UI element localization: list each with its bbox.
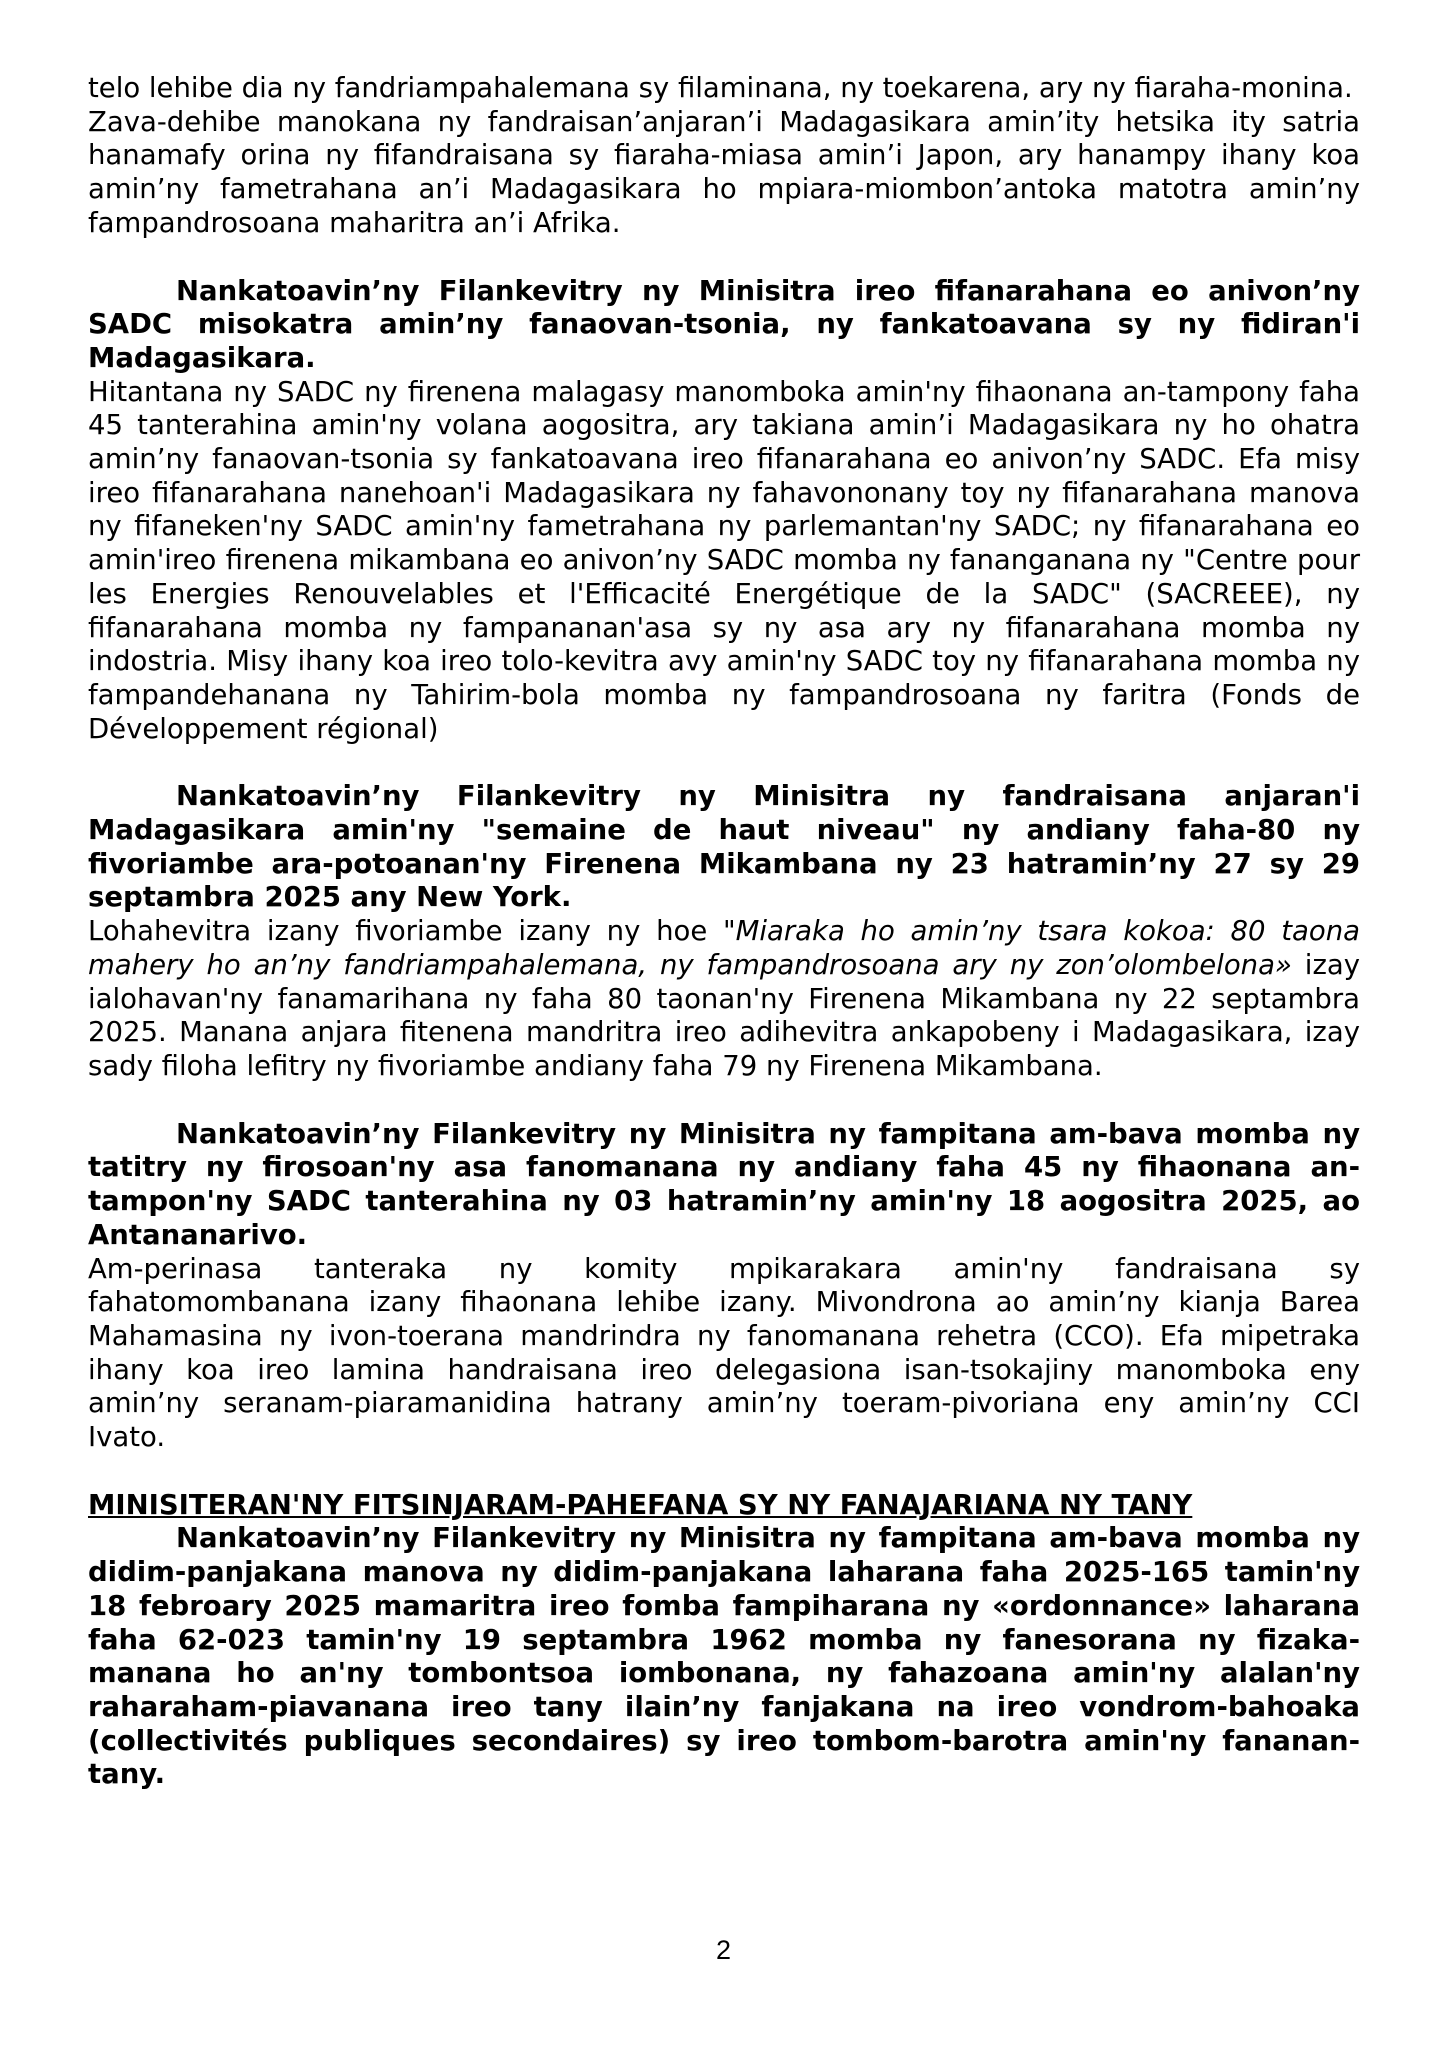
intro-body-paragraph: Zava-dehibe manokana ny fandraisan’anjaran’i Madagasikara amin’ity hetsika ity satria hanamafy orina ny fifandraisana sy fiaraha-miasa amin’i Japon, ary hanampy ihany koa amin’ny fametrahana an’i Madagasikara ho mpiara-miombon’antoka matotra amin’ny fampandrosoana maharitra an’i Afrika. [88,105,1360,239]
un-theme-italic: Miaraka ho amin’ny tsara kokoa: 80 taona mahery ho an’ny fandriampahalemana, ny fampandrosoana ary ny zon’olombelona» [88,915,1360,981]
un-body-text-2: izay ialohavan'ny fanamarihana ny faha 80 taonan'ny Firenena Mikambana ny 22 septambra 2025. Manana anjara fitenena mandritra ireo adihevitra ankapobeny i Madagasikara, izay sady filoha lefitry ny fivoriambe andiany faha 79 ny Firenena Mikambana. [88,948,1361,1082]
un-high-level-week-body [88,915,1360,1084]
sadc-agreements-body: Hitantana ny SADC ny firenena malagasy manomboka amin'ny fihaonana an-tampony faha 45 tanterahina amin'ny volana aogositra, ary takiana amin’i Madagasikara ny ho ohatra amin’ny fanaovan-tsonia sy fankatoavana ireo fifanarahana eo anivon’ny SADC. Efa misy ireo fifanarahana nanehoan'i Madagasikara ny fahavononany toy ny fifanarahana manova ny fifaneken'ny SADC amin'ny fametrahana ny parlemantan'ny SADC; ny fifanarahana eo amin'ireo firenena mikambana eo anivon’ny SADC momba ny fananganana ny "Centre pour les Energies Renouvelables et l'Efficacité Energétique de la SADC" (SACREEE), ny fifanarahana momba ny fampananan'asa sy ny asa ary ny fifanarahana momba ny indostria. Misy ihany koa ireo tolo-kevitra avy amin'ny SADC toy ny fifanarahana momba ny fampandehanana ny Tahirim-bola momba ny fampandrosoana ny faritra (Fonds de Développement régional) [88,375,1360,745]
un-body-text-1: Lohahevitra izany fivoriambe izany ny hoe " [88,915,736,948]
sadc-summit-preparation-heading: Nankatoavin’ny Filankevitry ny Minisitra ny fampitana am-bava momba ny tatitry ny firosoan'ny asa fanomanana ny andiany faha 45 ny fihaonana an-tampon'ny SADC tanterahina ny 03 hatramin’ny amin'ny 18 aogositra 2025, ao Antananarivo. [88,1117,1360,1251]
sadc-summit-preparation-body: Am-perinasa tanteraka ny komity mpikarakara amin'ny fandraisana sy fahatomombanana izany fihaonana lehibe izany. Mivondrona ao amin’ny kianja Barea Mahamasina ny ivon-toerana mandrindra ny fanomanana rehetra (CCO). Efa mipetraka ihany koa ireo lamina handraisana ireo delegasiona isan-tsokajiny manomboka eny amin’ny seranam-piaramanidina hatrany amin’ny toeram-pivoriana eny amin’ny CCI Ivato. [88,1252,1360,1454]
decree-amendment-heading: Nankatoavin’ny Filankevitry ny Minisitra ny fampitana am-bava momba ny didim-panjakana manova ny didim-panjakana laharana faha 2025-165 tamin'ny 18 febroary 2025 mamaritra ireo fomba fampiharana ny «ordonnance» laharana faha 62-023 tamin'ny 19 septambra 1962 momba ny fanesorana ny fizaka-manana ho an'ny tombontsoa iombonana, ny fahazoana amin'ny alalan'ny raharaham-piavanana ireo tany ilain’ny fanjakana na ireo vondrom-bahoaka (collectivités publiques secondaires) sy ireo tombom-barotra amin'ny fananan-tany. [88,1522,1360,1791]
un-high-level-week-heading: Nankatoavin’ny Filankevitry ny Minisitra ny fandraisana anjaran'i Madagasikara amin'ny "semaine de haut niveau" ny andiany faha-80 ny fivoriambe ara-potoanan'ny Firenena Mikambana ny 23 hatramin’ny 27 sy 29 septambra 2025 any New York. [88,780,1360,914]
ministry-section-title: MINISITERAN'NY FITSINJARAM-PAHEFANA SY NY FANAJARIANA NY TANY [88,1488,1193,1521]
intro-continuation-paragraph: telo lehibe dia ny fandriampahalemana sy filaminana, ny toekarena, ary ny fiaraha-monina. [88,72,1353,104]
sadc-agreements-heading: Nankatoavin’ny Filankevitry ny Minisitra ireo fifanarahana eo anivon’ny SADC misokatra amin’ny fanaovan-tsonia, ny fankatoavana sy ny fidiran'i Madagasikara. [88,274,1360,374]
page-number: 2 [715,1935,732,1965]
page-content [88,72,1360,1792]
